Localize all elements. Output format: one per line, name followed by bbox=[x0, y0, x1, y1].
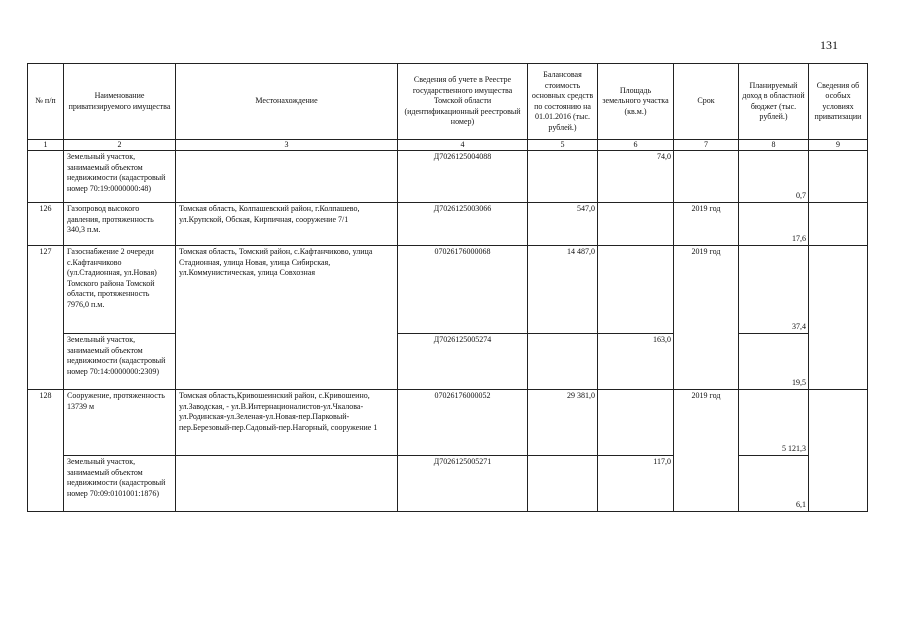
location-cell bbox=[176, 151, 398, 203]
table-row bbox=[28, 390, 868, 456]
land-area: 117,0 bbox=[598, 456, 674, 512]
planned-income: 17,6 bbox=[739, 203, 809, 246]
land-area bbox=[598, 203, 674, 246]
header-name: Наименование приватизируемого имущества bbox=[64, 64, 176, 140]
special-conditions bbox=[809, 390, 868, 512]
object-name: Земельный участок, занимаемый объектом недвижимости (кадастровый номер 70:09:0101001:1876) bbox=[64, 456, 176, 512]
registry-number: Д7026125005271 bbox=[398, 456, 528, 512]
location: Томская область,Кривошеинский район, с.Кривошеино, ул.Заводская, - ул.В.Интернационалистов-ул.Чкалова-ул.Родинская-ул.Зеленая-ул.Новая-пер.Парковый-пер.Березовый-пер.Садовый-пер.Нагорный, сооружение 1 bbox=[176, 390, 398, 456]
header-registry: Сведения об учете в Реестре государственного имущества Томской области (идентификационный реестровый номер) bbox=[398, 64, 528, 140]
location: Томская область, Колпашевский район, г.Колпашево, ул.Крупской, Обская, Кирпичная, сооружение 7/1 bbox=[176, 203, 398, 246]
header-row bbox=[28, 64, 868, 140]
balance-value: 14 487,0 bbox=[528, 246, 598, 334]
table-row bbox=[28, 203, 868, 246]
column-number: 8 bbox=[739, 140, 809, 151]
privatization-table bbox=[27, 63, 868, 512]
registry-number: 07026176000068 bbox=[398, 246, 528, 334]
land-area bbox=[598, 390, 674, 456]
column-number-row bbox=[28, 140, 868, 151]
balance-value: 29 381,0 bbox=[528, 390, 598, 456]
term: 2019 год bbox=[674, 203, 739, 246]
header-balance-value: Балансовая стоимость основных средств по состоянию на 01.01.2016 (тыс. рублей.) bbox=[528, 64, 598, 140]
planned-income: 6,1 bbox=[739, 456, 809, 512]
row-number: 128 bbox=[28, 390, 64, 512]
term: 2019 год bbox=[674, 390, 739, 512]
table-row bbox=[28, 246, 868, 334]
land-area: 74,0 bbox=[598, 151, 674, 203]
object-name: Сооружение, протяженность 13739 м bbox=[64, 390, 176, 456]
page-number: 131 bbox=[820, 38, 838, 52]
planned-income: 5 121,3 bbox=[739, 390, 809, 456]
header-term: Срок bbox=[674, 64, 739, 140]
object-name: Земельный участок, занимаемый объектом недвижимости (кадастровый номер 70:19:0000000:48) bbox=[64, 151, 176, 203]
special-conditions bbox=[809, 203, 868, 246]
special-conditions bbox=[809, 151, 868, 203]
balance-value bbox=[528, 456, 598, 512]
balance-value bbox=[528, 334, 598, 390]
table-row bbox=[28, 334, 868, 390]
planned-income: 37,4 bbox=[739, 246, 809, 334]
object-name: Газопровод высокого давления, протяженность 340,3 п.м. bbox=[64, 203, 176, 246]
header-planned-income: Планируемый доход в областной бюджет (тыс. рублей.) bbox=[739, 64, 809, 140]
balance-value: 547,0 bbox=[528, 203, 598, 246]
planned-income: 0,7 bbox=[739, 151, 809, 203]
planned-income: 19,5 bbox=[739, 334, 809, 390]
column-number: 2 bbox=[64, 140, 176, 151]
header-land-area: Площадь земельного участка (кв.м.) bbox=[598, 64, 674, 140]
table-row bbox=[28, 456, 868, 512]
row-number-cell bbox=[28, 151, 64, 203]
column-number: 9 bbox=[809, 140, 868, 151]
term-cell bbox=[674, 151, 739, 203]
land-area bbox=[598, 246, 674, 334]
special-conditions bbox=[809, 246, 868, 390]
header-special-conditions: Сведения об особых условиях приватизации bbox=[809, 64, 868, 140]
registry-number: Д7026125005274 bbox=[398, 334, 528, 390]
registry-number: Д7026125004088 bbox=[398, 151, 528, 203]
column-number: 6 bbox=[598, 140, 674, 151]
column-number: 7 bbox=[674, 140, 739, 151]
balance-value bbox=[528, 151, 598, 203]
term: 2019 год bbox=[674, 246, 739, 390]
location-cell bbox=[176, 456, 398, 512]
header-number: № п/п bbox=[28, 64, 64, 140]
column-number: 5 bbox=[528, 140, 598, 151]
column-number: 3 bbox=[176, 140, 398, 151]
location: Томская область, Томский район, с.Кафтанчиково, улица Стадионная, улица Новая, улица Сибирская, ул.Коммунистическая, улица Совхозная bbox=[176, 246, 398, 390]
column-number: 4 bbox=[398, 140, 528, 151]
row-number: 127 bbox=[28, 246, 64, 390]
land-area: 163,0 bbox=[598, 334, 674, 390]
registry-number: Д7026125003066 bbox=[398, 203, 528, 246]
row-number: 126 bbox=[28, 203, 64, 246]
column-number: 1 bbox=[28, 140, 64, 151]
table-row bbox=[28, 151, 868, 203]
registry-number: 07026176000052 bbox=[398, 390, 528, 456]
object-name: Земельный участок, занимаемый объектом недвижимости (кадастровый номер 70:14:0000000:2309) bbox=[64, 334, 176, 390]
header-location: Местонахождение bbox=[176, 64, 398, 140]
object-name: Газоснабжение 2 очереди с.Кафтанчиково (ул.Стадионная, ул.Новая) Томского района Томской области, протяженность 7976,0 п.м. bbox=[64, 246, 176, 334]
